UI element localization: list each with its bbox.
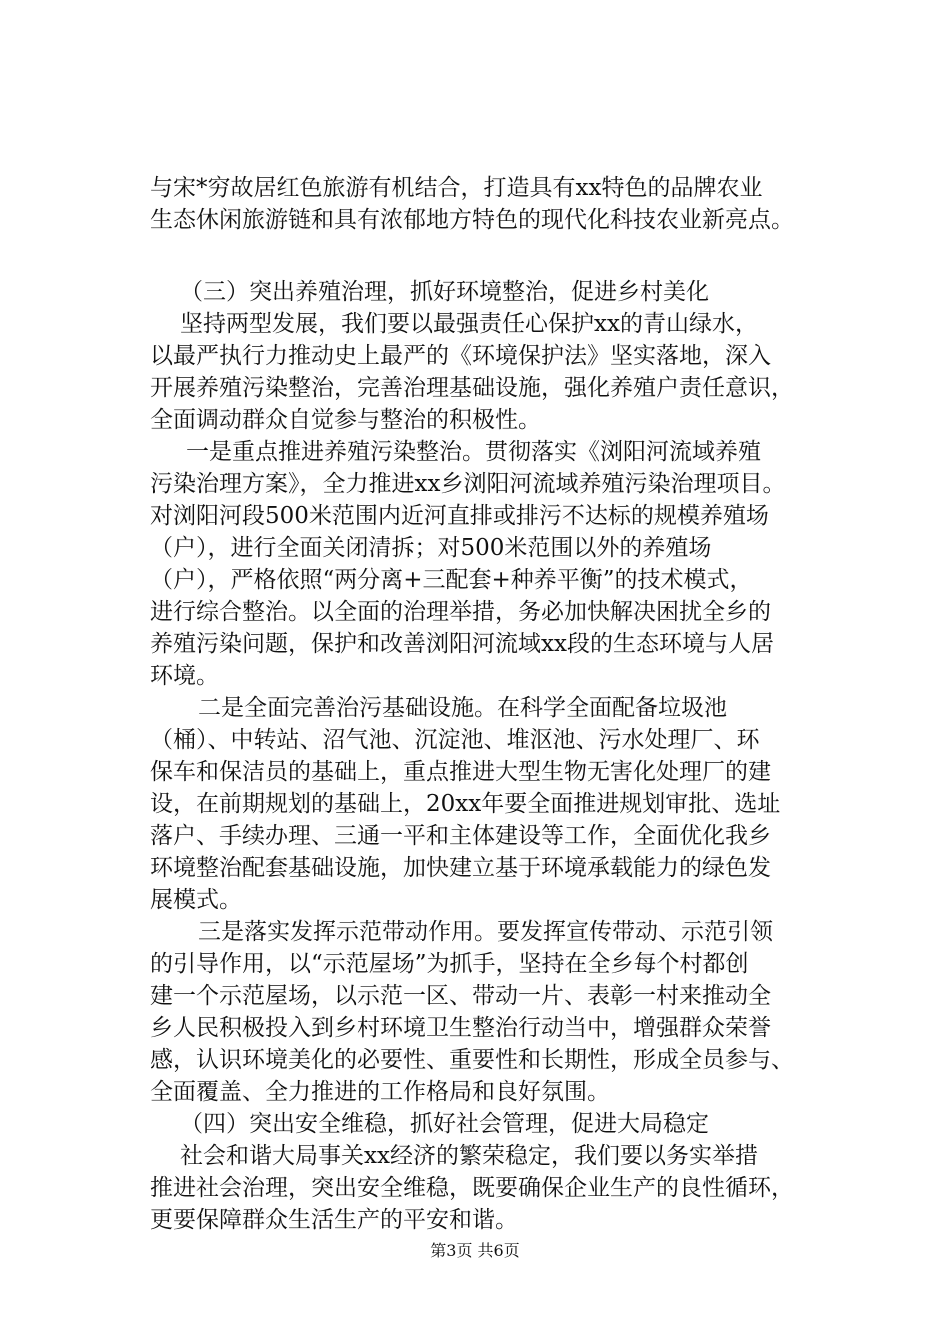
text-line: 的引导作用，以“示范屋场”为抓手，坚持在全乡每个村都创: [150, 951, 749, 977]
page-number-footer: 第3页 共6页: [430, 1241, 520, 1260]
text-line: 保车和保洁员的基础上，重点推进大型生物无害化处理厂的建: [150, 759, 771, 785]
text-line: 落户、手续办理、三通一平和主体建设等工作，全面优化我乡: [150, 823, 771, 849]
section-heading: （四）突出安全维稳，抓好社会管理，促进大局稳定: [180, 1111, 709, 1137]
text-line: 开展养殖污染整治，完善治理基础设施，强化养殖户责任意识，: [150, 375, 794, 401]
section-heading: （三）突出养殖治理，抓好环境整治，促进乡村美化: [180, 279, 709, 305]
text-line: 生态休闲旅游链和具有浓郁地方特色的现代化科技农业新亮点。: [150, 207, 794, 233]
text-line: （户），进行全面关闭清拆；对500米范围以外的养殖场: [150, 535, 712, 561]
text-line: 污染治理方案》，全力推进xx乡浏阳河流域养殖污染治理项目。: [150, 471, 786, 497]
text-line: 坚持两型发展，我们要以最强责任心保护xx的青山绿水，: [180, 311, 758, 337]
text-line: （户），严格依照“两分离+三配套+种养平衡”的技术模式，: [150, 567, 753, 593]
text-line: 对浏阳河段500米范围内近河直排或排污不达标的规模养殖场: [150, 503, 769, 529]
text-line: 环境整治配套基础设施，加快建立基于环境承载能力的绿色发: [150, 855, 771, 881]
text-line: 乡人民积极投入到乡村环境卫生整治行动当中，增强群众荣誉: [150, 1015, 771, 1041]
text-line: 一是重点推进养殖污染整治。贯彻落实《浏阳河流域养殖: [186, 439, 761, 465]
document-body: [150, 172, 850, 1236]
text-line: 与宋*穷故居红色旅游有机结合，打造具有xx特色的品牌农业: [150, 175, 763, 201]
text-line: 以最严执行力推动史上最严的《环境保护法》坚实落地，深入: [150, 343, 771, 369]
text-line: 感，认识环境美化的必要性、重要性和长期性，形成全员参与、: [150, 1047, 794, 1073]
text-line: 建一个示范屋场，以示范一区、带动一片、表彰一村来推动全: [150, 983, 771, 1009]
text-line: 环境。: [150, 663, 219, 689]
text-line: 全面调动群众自觉参与整治的积极性。: [150, 407, 541, 433]
text-line: 进行综合整治。以全面的治理举措，务必加快解决困扰全乡的: [150, 599, 771, 625]
text-line: （桶）、中转站、沼气池、沉淀池、堆沤池、污水处理厂、环: [150, 727, 760, 753]
text-line: 推进社会治理，突出安全维稳，既要确保企业生产的良性循环，: [150, 1175, 794, 1201]
paragraph-gap: [150, 236, 850, 276]
text-line: 设，在前期规划的基础上，20xx年要全面推进规划审批、选址: [150, 791, 781, 817]
text-line: 三是落实发挥示范带动作用。要发挥宣传带动、示范引领: [198, 919, 773, 945]
text-line: 全面覆盖、全力推进的工作格局和良好氛围。: [150, 1079, 610, 1105]
text-line: 二是全面完善治污基础设施。在科学全面配备垃圾池: [198, 695, 727, 721]
text-line: 社会和谐大局事关xx经济的繁荣稳定，我们要以务实举措: [180, 1143, 758, 1169]
text-line: 更要保障群众生活生产的平安和谐。: [150, 1207, 518, 1233]
text-line: 展模式。: [150, 887, 242, 913]
text-line: 养殖污染问题，保护和改善浏阳河流域xx段的生态环境与人居: [150, 631, 774, 657]
